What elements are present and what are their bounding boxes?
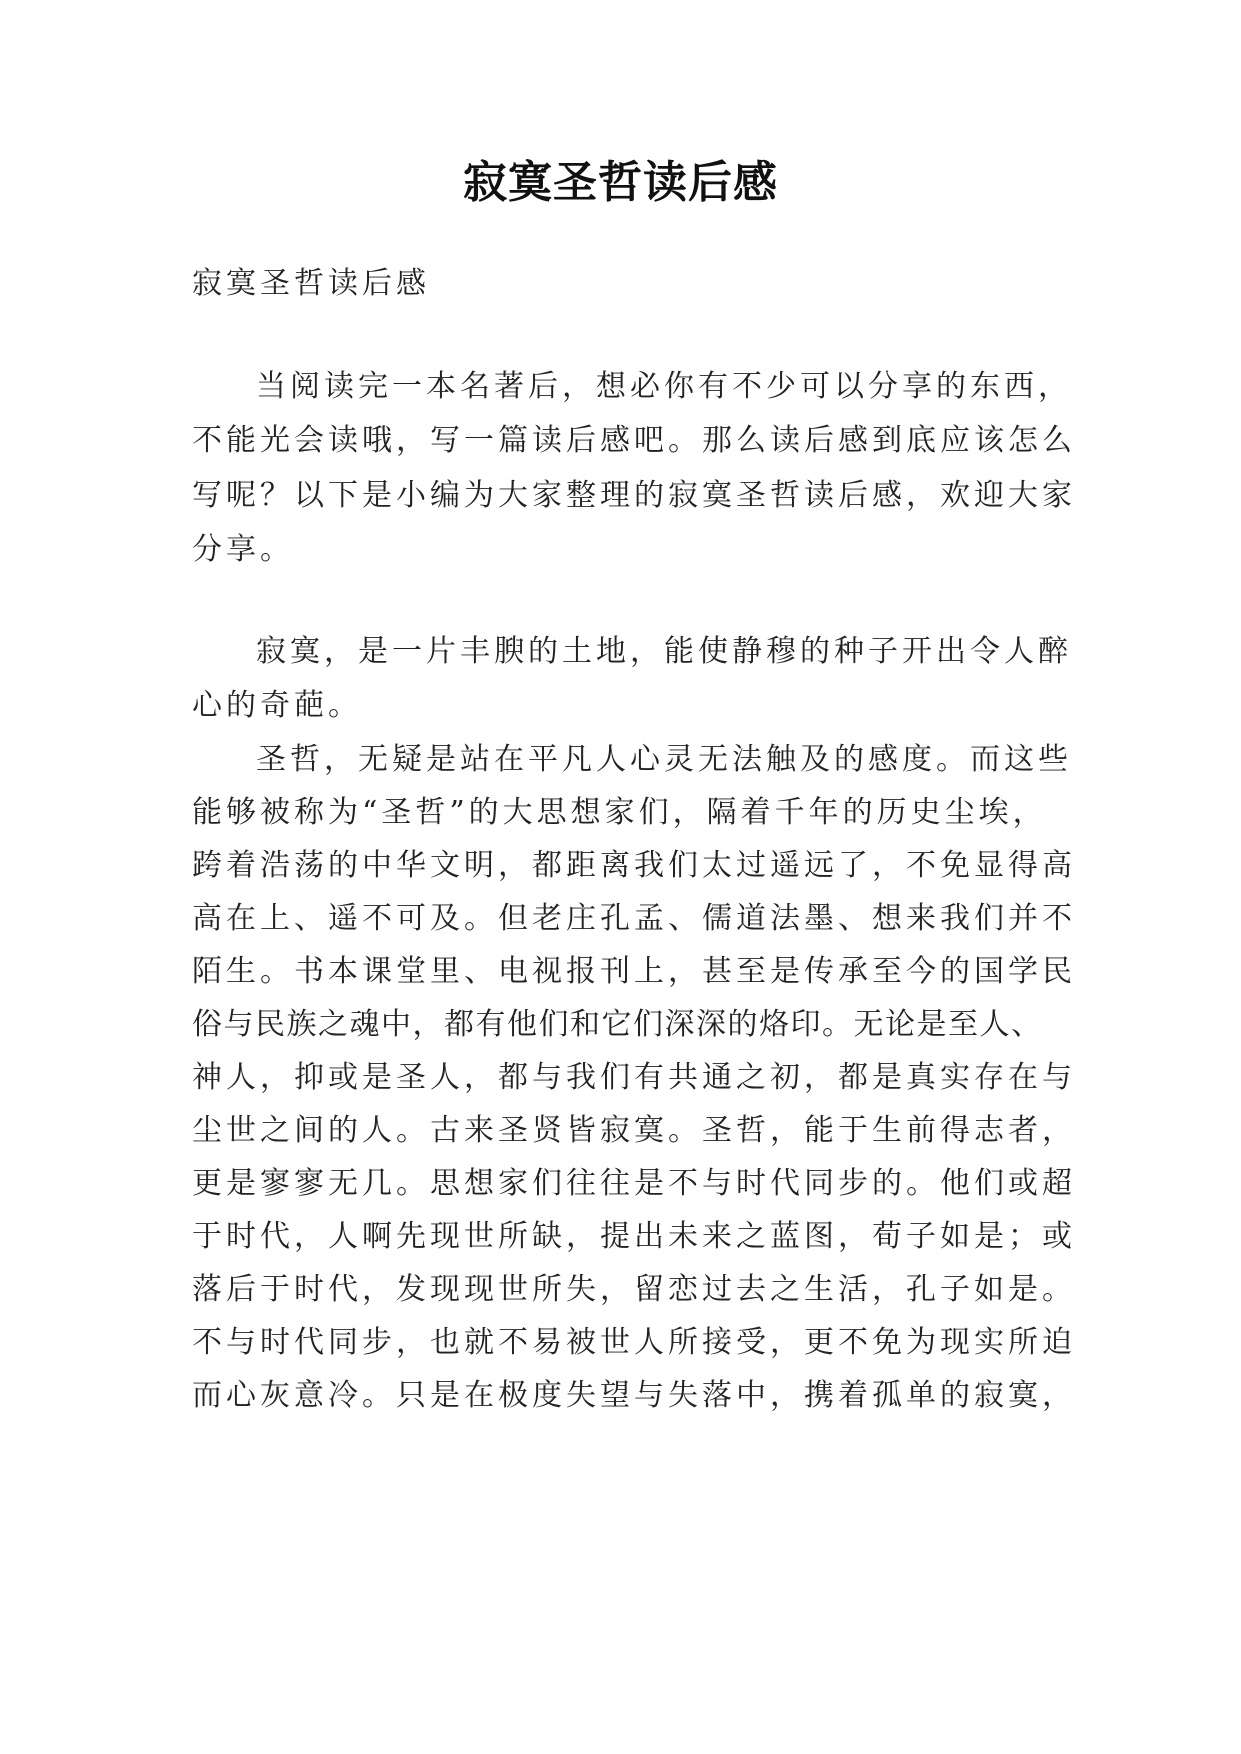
para2-line: 陌生。书本课堂里、电视报刊上，甚至是传承至今的国学民 [192,954,1076,989]
para2-line: 神人，抑或是圣人，都与我们有共通之初，都是真实存在与 [192,1060,1076,1095]
para2-line: 尘世之间的人。古来圣贤皆寂寞。圣哲，能于生前得志者， [192,1113,1076,1148]
para1-line: 心的奇葩。 [192,688,362,723]
para2-line: 更是寥寥无几。思想家们往往是不与时代同步的。他们或超 [192,1166,1076,1201]
para2-line: 落后于时代，发现现世所失，留恋过去之生活，孔子如是。 [192,1272,1076,1307]
para2-line: 而心灰意冷。只是在极度失望与失落中，携着孤单的寂寞， [192,1378,1076,1413]
intro-line: 分享。 [192,532,294,567]
para2-line: 跨着浩荡的中华文明，都距离我们太过遥远了，不免显得高 [192,848,1076,883]
document-title: 寂寞圣哲读后感 [463,157,778,208]
para2-line: 能够被称为“圣哲”的大思想家们，隔着千年的历史尘埃， [192,795,1047,830]
para2-line: 俗与民族之魂中，都有他们和它们深深的烙印。无论是至人、 [192,1007,1043,1042]
document-subtitle: 寂寞圣哲读后感 [192,266,430,301]
intro-line: 写呢？以下是小编为大家整理的寂寞圣哲读后感，欢迎大家 [192,478,1076,513]
para2-line: 高在上、遥不可及。但老庄孔孟、儒道法墨、想来我们并不 [192,901,1076,936]
para2-line: 圣哲，无疑是站在平凡人心灵无法触及的感度。而这些 [256,742,1072,777]
para2-line: 不与时代同步，也就不易被世人所接受，更不免为现实所迫 [192,1325,1076,1360]
intro-line: 不能光会读哦，写一篇读后感吧。那么读后感到底应该怎么 [192,423,1076,458]
para1-line: 寂寞，是一片丰腴的土地，能使静穆的种子开出令人醉 [256,634,1072,669]
para2-line: 于时代，人啊先现世所缺，提出未来之蓝图，荀子如是；或 [192,1219,1076,1254]
intro-line: 当阅读完一本名著后，想必你有不少可以分享的东西， [256,369,1072,404]
